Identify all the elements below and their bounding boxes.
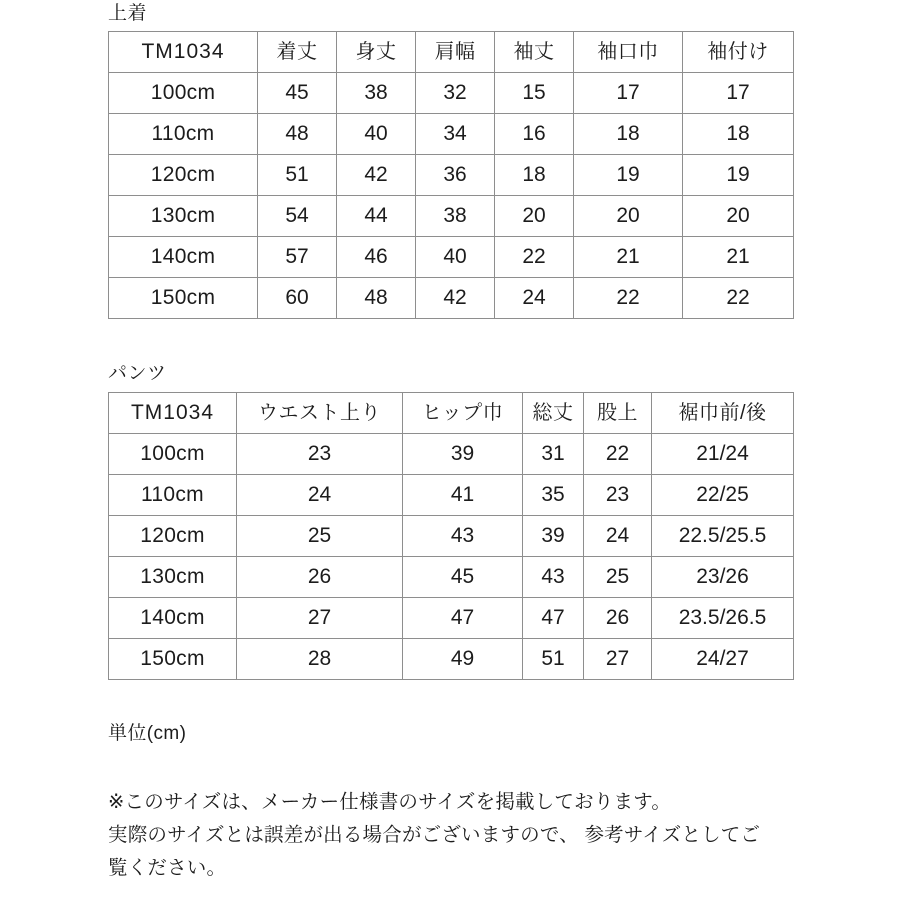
cell-value: 22.5/25.5 <box>652 516 794 557</box>
row-size-label: 150cm <box>109 278 258 319</box>
table-header-row <box>109 32 794 73</box>
cell-value: 20 <box>495 196 574 237</box>
cell-value: 24 <box>584 516 652 557</box>
disclaimer-note <box>108 786 820 885</box>
table-row <box>109 196 794 237</box>
cell-value: 38 <box>416 196 495 237</box>
column-header-waist: ウエスト上り <box>237 393 403 434</box>
cell-value: 22 <box>495 237 574 278</box>
row-size-label: 110cm <box>109 475 237 516</box>
cell-value: 23 <box>584 475 652 516</box>
column-header-sodeguchihaba: 袖口巾 <box>574 32 683 73</box>
cell-value: 23.5/26.5 <box>652 598 794 639</box>
table-row <box>109 278 794 319</box>
cell-value: 34 <box>416 114 495 155</box>
cell-value: 26 <box>237 557 403 598</box>
cell-value: 57 <box>258 237 337 278</box>
row-size-label: 120cm <box>109 516 237 557</box>
row-size-label: 130cm <box>109 196 258 237</box>
pants-section-label: パンツ <box>108 363 167 384</box>
cell-value: 46 <box>337 237 416 278</box>
cell-value: 22 <box>584 434 652 475</box>
row-size-label: 100cm <box>109 434 237 475</box>
column-header-kitake: 着丈 <box>258 32 337 73</box>
table-row <box>109 516 794 557</box>
cell-value: 18 <box>683 114 794 155</box>
table-row <box>109 475 794 516</box>
table-row <box>109 155 794 196</box>
cell-value: 21/24 <box>652 434 794 475</box>
column-header-product-code: TM1034 <box>109 393 237 434</box>
cell-value: 39 <box>403 434 523 475</box>
cell-value: 39 <box>523 516 584 557</box>
row-size-label: 130cm <box>109 557 237 598</box>
column-header-sodetsuke: 袖付け <box>683 32 794 73</box>
cell-value: 24/27 <box>652 639 794 680</box>
cell-value: 42 <box>337 155 416 196</box>
row-size-label: 110cm <box>109 114 258 155</box>
cell-value: 43 <box>403 516 523 557</box>
cell-value: 22 <box>683 278 794 319</box>
cell-value: 19 <box>683 155 794 196</box>
jacket-section-label: 上着 <box>108 3 148 24</box>
table-row <box>109 557 794 598</box>
cell-value: 20 <box>574 196 683 237</box>
cell-value: 47 <box>403 598 523 639</box>
table-row <box>109 434 794 475</box>
cell-value: 51 <box>258 155 337 196</box>
cell-value: 45 <box>258 73 337 114</box>
disclaimer-line-1: ※このサイズは、メーカー仕様書のサイズを掲載しております。 <box>108 791 672 813</box>
cell-value: 42 <box>416 278 495 319</box>
table-header-row <box>109 393 794 434</box>
table-row <box>109 114 794 155</box>
cell-value: 47 <box>523 598 584 639</box>
cell-value: 27 <box>237 598 403 639</box>
cell-value: 45 <box>403 557 523 598</box>
column-header-hip: ヒップ巾 <box>403 393 523 434</box>
cell-value: 35 <box>523 475 584 516</box>
cell-value: 40 <box>416 237 495 278</box>
column-header-product-code: TM1034 <box>109 32 258 73</box>
cell-value: 31 <box>523 434 584 475</box>
cell-value: 15 <box>495 73 574 114</box>
cell-value: 27 <box>584 639 652 680</box>
cell-value: 36 <box>416 155 495 196</box>
cell-value: 18 <box>495 155 574 196</box>
table-row <box>109 73 794 114</box>
cell-value: 19 <box>574 155 683 196</box>
cell-value: 17 <box>574 73 683 114</box>
row-size-label: 100cm <box>109 73 258 114</box>
cell-value: 25 <box>237 516 403 557</box>
cell-value: 43 <box>523 557 584 598</box>
cell-value: 23 <box>237 434 403 475</box>
column-header-total-length: 総丈 <box>523 393 584 434</box>
pants-size-table <box>108 392 794 680</box>
cell-value: 16 <box>495 114 574 155</box>
cell-value: 17 <box>683 73 794 114</box>
column-header-mitake: 身丈 <box>337 32 416 73</box>
table-row <box>109 639 794 680</box>
column-header-hem-width: 裾巾前/後 <box>652 393 794 434</box>
cell-value: 32 <box>416 73 495 114</box>
cell-value: 18 <box>574 114 683 155</box>
column-header-katahaba: 肩幅 <box>416 32 495 73</box>
column-header-sodetake: 袖丈 <box>495 32 574 73</box>
column-header-rise: 股上 <box>584 393 652 434</box>
cell-value: 40 <box>337 114 416 155</box>
cell-value: 21 <box>683 237 794 278</box>
cell-value: 24 <box>495 278 574 319</box>
unit-note: 単位(cm) <box>108 723 187 744</box>
cell-value: 22 <box>574 278 683 319</box>
disclaimer-line-2: 実際のサイズとは誤差が出る場合がございますので、 参考サイズとしてご <box>108 824 761 846</box>
cell-value: 48 <box>337 278 416 319</box>
cell-value: 28 <box>237 639 403 680</box>
cell-value: 38 <box>337 73 416 114</box>
table-row <box>109 237 794 278</box>
row-size-label: 150cm <box>109 639 237 680</box>
jacket-size-table <box>108 31 794 319</box>
cell-value: 21 <box>574 237 683 278</box>
row-size-label: 120cm <box>109 155 258 196</box>
cell-value: 25 <box>584 557 652 598</box>
cell-value: 54 <box>258 196 337 237</box>
table-row <box>109 598 794 639</box>
cell-value: 49 <box>403 639 523 680</box>
cell-value: 60 <box>258 278 337 319</box>
cell-value: 51 <box>523 639 584 680</box>
cell-value: 22/25 <box>652 475 794 516</box>
cell-value: 41 <box>403 475 523 516</box>
cell-value: 26 <box>584 598 652 639</box>
cell-value: 48 <box>258 114 337 155</box>
cell-value: 24 <box>237 475 403 516</box>
row-size-label: 140cm <box>109 598 237 639</box>
cell-value: 23/26 <box>652 557 794 598</box>
cell-value: 20 <box>683 196 794 237</box>
disclaimer-line-3: 覧ください。 <box>108 857 227 879</box>
row-size-label: 140cm <box>109 237 258 278</box>
cell-value: 44 <box>337 196 416 237</box>
